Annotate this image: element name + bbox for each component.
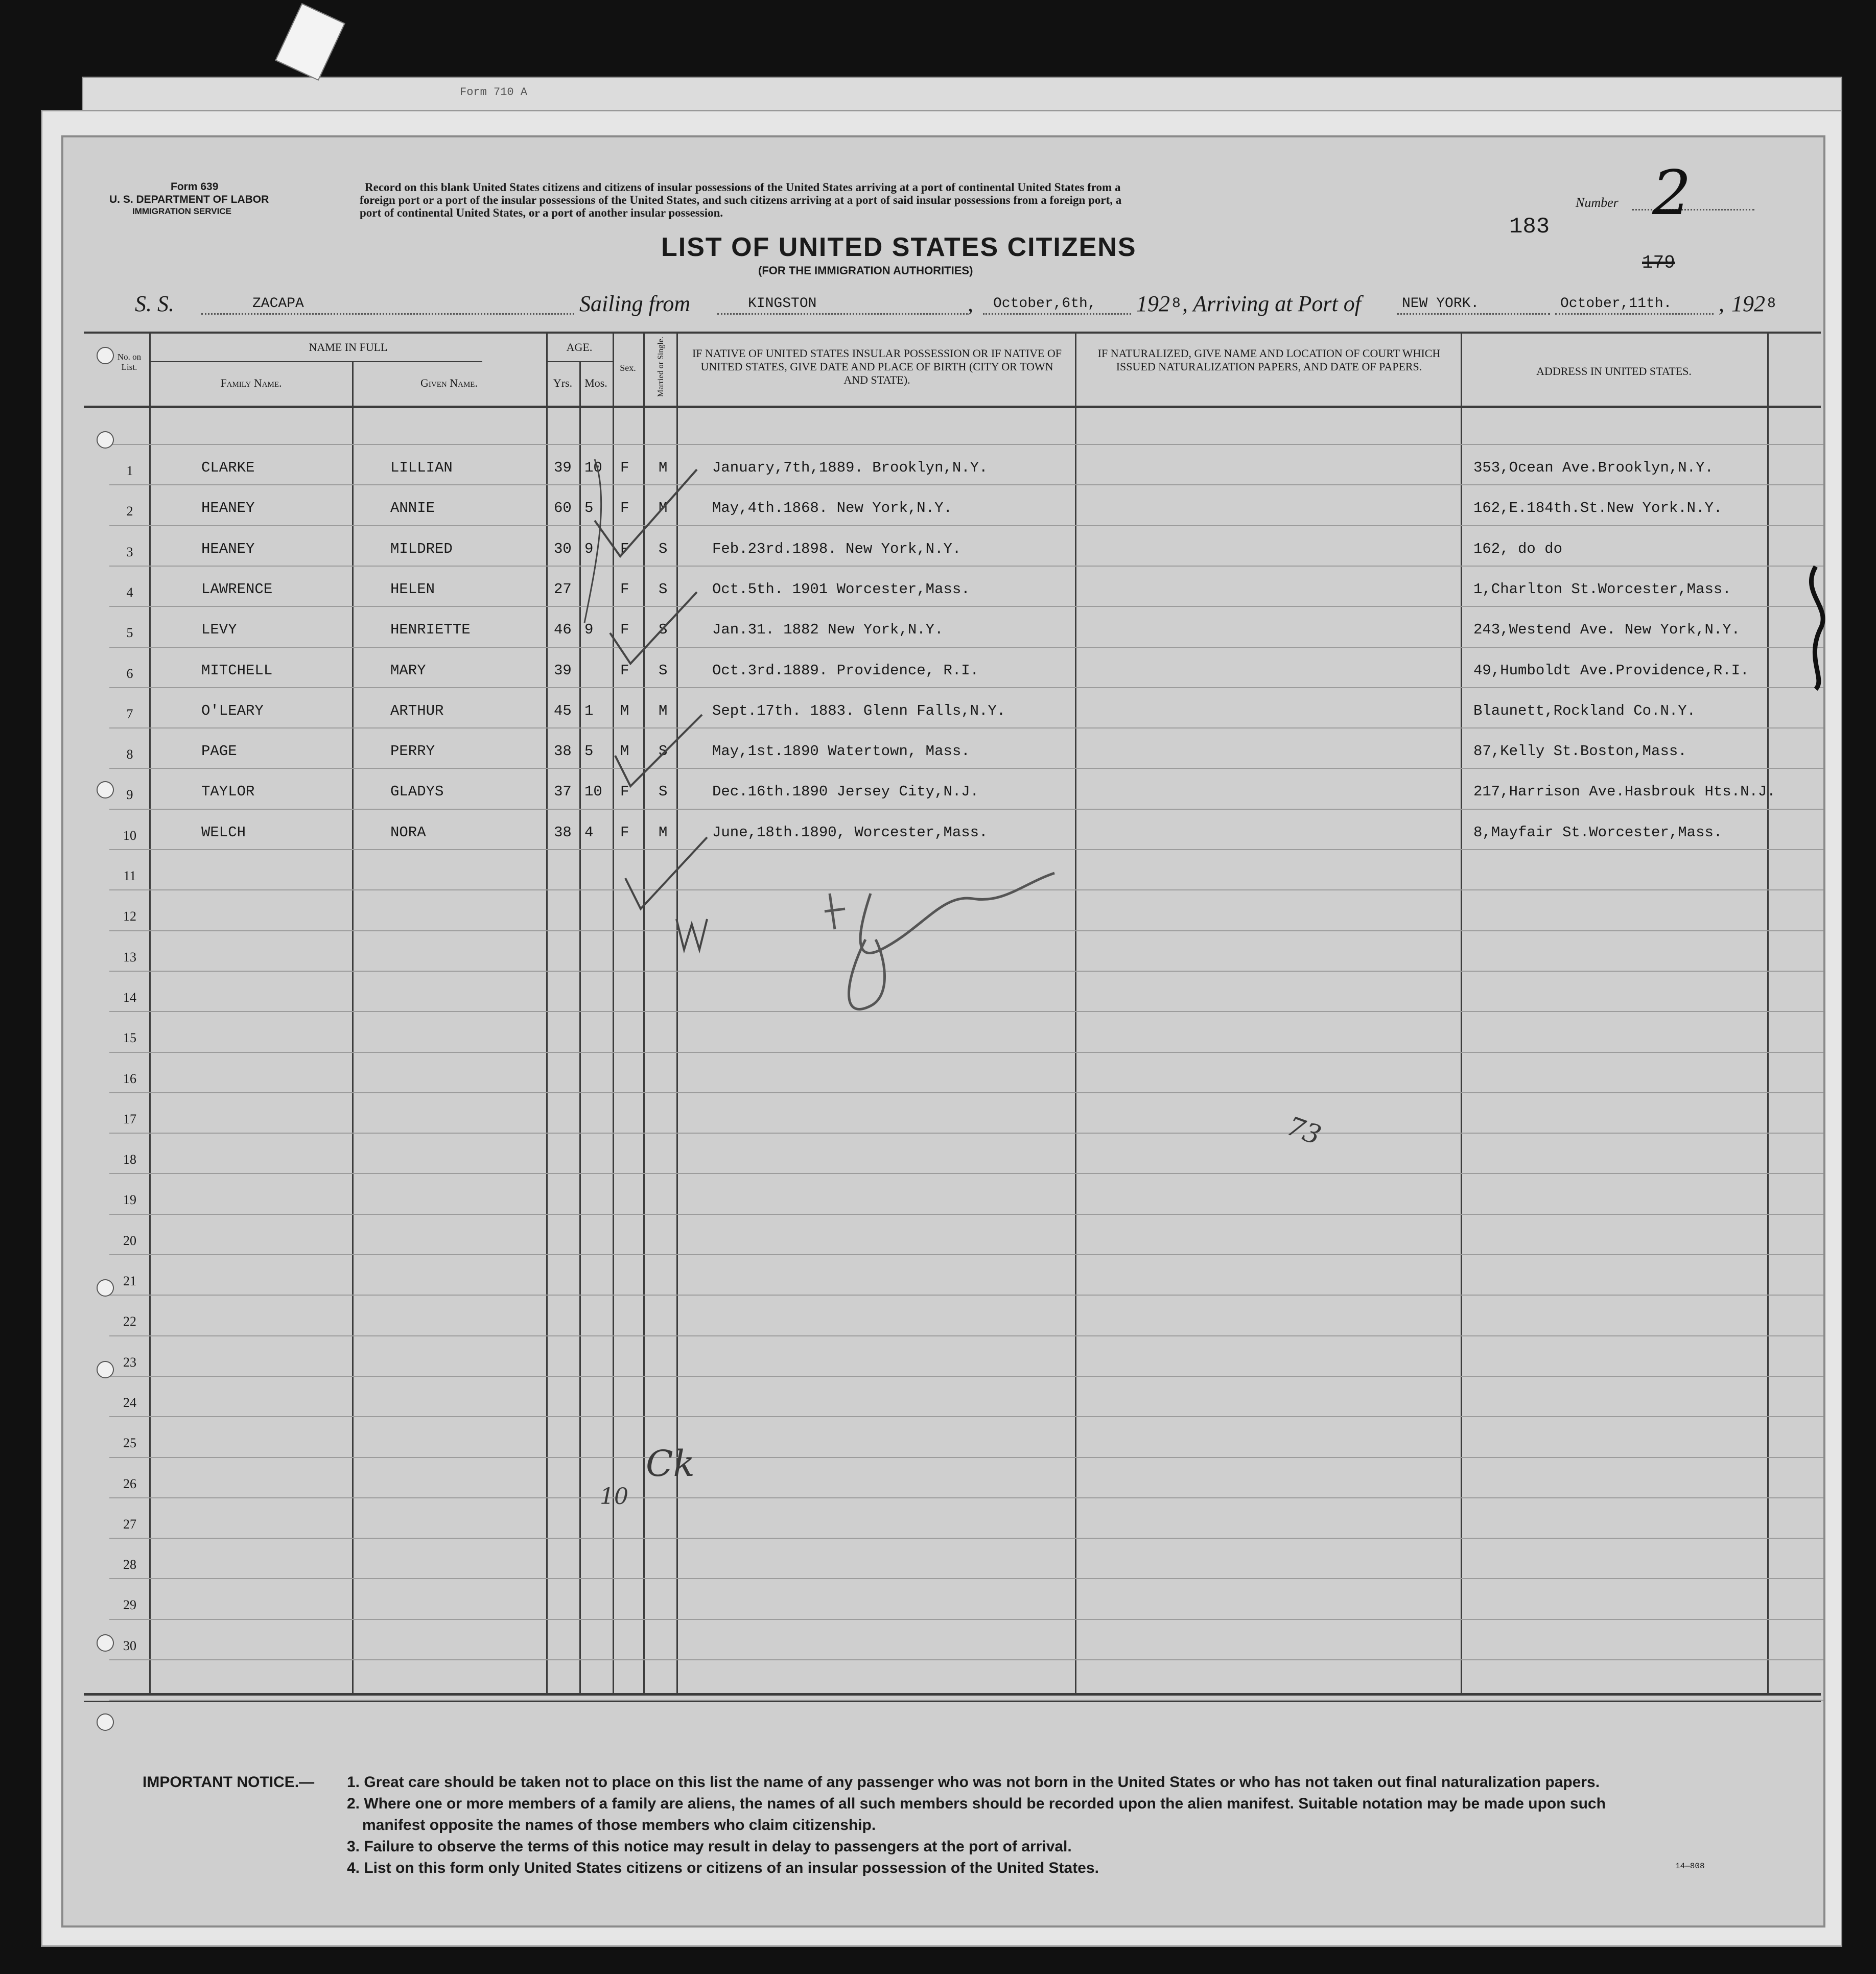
col-head-birth: IF NATIVE OF UNITED STATES INSULAR POSSESSION OR IF NATIVE OF UNITED STATES, GIVE DATE AND PLACE OF BIRTH (CITY OR TOWN AND STATE). bbox=[692, 347, 1062, 386]
marital-status: S bbox=[659, 621, 668, 638]
row-rule bbox=[109, 1173, 1823, 1174]
arriving-port: NEW YORK. bbox=[1402, 296, 1480, 312]
given-name: NORA bbox=[390, 824, 426, 841]
marital-status: M bbox=[659, 500, 668, 516]
number-value: 2 bbox=[1652, 158, 1692, 229]
birth-date-place: Sept.17th. 1883. Glenn Falls,N.Y. bbox=[712, 702, 1006, 719]
sex: F bbox=[620, 824, 629, 841]
instruction-line-2: foreign port or a port of the insular possessions of the United States, and such citizens arriving at a port of said insular possessions from a foreign port, a bbox=[360, 194, 1122, 206]
col-divider-name bbox=[546, 332, 548, 1696]
row-rule bbox=[109, 566, 1823, 567]
row-number: 16 bbox=[123, 1071, 136, 1086]
inspector-signature bbox=[789, 863, 1095, 1047]
under-form-label: Form 710 A bbox=[460, 86, 528, 99]
handwritten-73: 73 bbox=[1282, 1111, 1325, 1152]
given-name: ANNIE bbox=[390, 500, 435, 516]
citizens-list-form bbox=[61, 135, 1825, 1928]
sex: F bbox=[620, 581, 629, 598]
address: 8,Mayfair St.Worcester,Mass. bbox=[1473, 824, 1723, 841]
row-number: 25 bbox=[123, 1436, 136, 1450]
row-rule bbox=[109, 1457, 1823, 1458]
family-name: O'LEARY bbox=[201, 702, 264, 719]
marital-status: M bbox=[659, 824, 668, 841]
form-number: Form 639 bbox=[171, 181, 219, 193]
name-subheader-rule bbox=[150, 361, 482, 362]
family-name: HEANEY bbox=[201, 500, 255, 516]
age-months: 9 bbox=[584, 540, 594, 557]
family-name: TAYLOR bbox=[201, 783, 255, 800]
age-years: 38 bbox=[554, 824, 572, 841]
table-top-rule bbox=[84, 332, 1821, 334]
col-head-yrs: Yrs. bbox=[553, 377, 573, 389]
age-months: 9 bbox=[584, 621, 594, 638]
row-number: 2 bbox=[126, 504, 133, 519]
age-years: 38 bbox=[554, 743, 572, 760]
row-number: 19 bbox=[123, 1192, 136, 1207]
department-label: U. S. DEPARTMENT OF LABOR bbox=[109, 194, 269, 205]
sex: F bbox=[620, 621, 629, 638]
punch-hole bbox=[97, 1634, 114, 1652]
family-name: LEVY bbox=[201, 621, 237, 638]
row-number: 11 bbox=[123, 868, 136, 883]
age-months: 10 bbox=[584, 459, 602, 476]
stamp-179-struck: 179 bbox=[1642, 252, 1675, 273]
notice-heading: IMPORTANT NOTICE.— bbox=[143, 1774, 315, 1791]
ship-name: ZACAPA bbox=[252, 296, 304, 312]
sailing-date-blank bbox=[983, 313, 1131, 315]
age-years: 30 bbox=[554, 540, 572, 557]
handwritten-10: 10 bbox=[600, 1484, 628, 1510]
row-number: 13 bbox=[123, 950, 136, 965]
address: 87,Kelly St.Boston,Mass. bbox=[1473, 743, 1687, 760]
row-number: 1 bbox=[126, 463, 133, 478]
row-rule bbox=[109, 1376, 1823, 1377]
punch-hole bbox=[97, 431, 114, 449]
row-rule bbox=[109, 687, 1823, 688]
address: 49,Humboldt Ave.Providence,R.I. bbox=[1473, 662, 1749, 679]
birth-date-place: Jan.31. 1882 New York,N.Y. bbox=[712, 621, 944, 638]
address: 217,Harrison Ave.Hasbrouk Hts.N.J. bbox=[1473, 783, 1776, 800]
birth-date-place: May,4th.1868. New York,N.Y. bbox=[712, 500, 952, 516]
row-number: 5 bbox=[126, 625, 133, 640]
age-months: 10 bbox=[584, 783, 602, 800]
sex: F bbox=[620, 500, 629, 516]
given-name: GLADYS bbox=[390, 783, 444, 800]
col-divider-naturalized bbox=[1461, 332, 1462, 1696]
row-rule bbox=[109, 1416, 1823, 1417]
row-number: 3 bbox=[126, 545, 133, 559]
birth-date-place: Oct.3rd.1889. Providence, R.I. bbox=[712, 662, 979, 679]
marital-status: S bbox=[659, 662, 668, 679]
age-years: 39 bbox=[554, 459, 572, 476]
address: 1,Charlton St.Worcester,Mass. bbox=[1473, 581, 1731, 598]
table-bottom-rule bbox=[84, 1693, 1821, 1696]
age-years: 27 bbox=[554, 581, 572, 598]
sex: F bbox=[620, 459, 629, 476]
row-rule bbox=[109, 1052, 1823, 1053]
row-number: 17 bbox=[123, 1112, 136, 1126]
marital-status: M bbox=[659, 702, 668, 719]
row-number: 26 bbox=[123, 1476, 136, 1491]
row-rule bbox=[109, 849, 1823, 850]
row-number: 4 bbox=[126, 585, 133, 600]
notice-item-2: 2. Where one or more members of a family are aliens, the names of all such members should be recorded upon the alien manifest. Suitable notation may be made upon such bbox=[347, 1795, 1606, 1812]
birth-date-place: June,18th.1890, Worcester,Mass. bbox=[712, 824, 988, 841]
row-rule bbox=[109, 1700, 1823, 1701]
row-number: 12 bbox=[123, 909, 136, 924]
tally-ticks bbox=[574, 439, 738, 960]
row-rule bbox=[109, 727, 1823, 729]
col-head-sex: Sex. bbox=[620, 363, 636, 373]
row-number: 8 bbox=[126, 747, 133, 762]
row-number: 18 bbox=[123, 1152, 136, 1167]
age-years: 60 bbox=[554, 500, 572, 516]
given-name: PERRY bbox=[390, 743, 435, 760]
row-number: 23 bbox=[123, 1355, 136, 1370]
row-number: 22 bbox=[123, 1314, 136, 1329]
row-number: 27 bbox=[123, 1517, 136, 1532]
sex: F bbox=[620, 662, 629, 679]
row-rule bbox=[109, 809, 1823, 810]
marital-status: S bbox=[659, 783, 668, 800]
col-head-naturalized: IF NATURALIZED, GIVE NAME AND LOCATION OF COURT WHICH ISSUED NATURALIZATION PAPERS, AND DATE OF PAPERS. bbox=[1097, 347, 1441, 373]
voyage-line bbox=[135, 291, 1800, 321]
given-name: MARY bbox=[390, 662, 426, 679]
row-rule bbox=[109, 1578, 1823, 1579]
address: 243,Westend Ave. New York,N.Y. bbox=[1473, 621, 1741, 638]
row-number: 30 bbox=[123, 1638, 136, 1653]
row-rule bbox=[109, 768, 1823, 769]
given-name: HENRIETTE bbox=[390, 621, 471, 638]
punch-hole bbox=[97, 781, 114, 798]
age-months: 5 bbox=[584, 743, 594, 760]
age-years: 37 bbox=[554, 783, 572, 800]
ss-label: S. S. bbox=[135, 291, 174, 316]
birth-date-place: January,7th,1889. Brooklyn,N.Y. bbox=[712, 459, 988, 476]
row-rule bbox=[109, 1659, 1823, 1660]
paper-clip-scrap bbox=[275, 3, 345, 81]
header-bottom-rule bbox=[84, 406, 1821, 408]
marital-status: M bbox=[659, 459, 668, 476]
row-number: 15 bbox=[123, 1030, 136, 1045]
family-name: PAGE bbox=[201, 743, 237, 760]
marital-status: S bbox=[659, 581, 668, 598]
birth-date-place: Dec.16th.1890 Jersey City,N.J. bbox=[712, 783, 979, 800]
col-head-name: NAME IN FULL bbox=[309, 341, 388, 354]
given-name: HELEN bbox=[390, 581, 435, 598]
birth-date-place: May,1st.1890 Watertown, Mass. bbox=[712, 743, 970, 760]
instruction-line-3: port of continental United States, or a port of another insular possession. bbox=[360, 206, 723, 219]
col-head-family: Family Name. bbox=[220, 377, 282, 389]
col-head-given: Given Name. bbox=[420, 377, 478, 389]
comma-1: , bbox=[968, 291, 973, 316]
page-title: LIST OF UNITED STATES CITIZENS bbox=[661, 232, 1137, 262]
col-head-age: AGE. bbox=[566, 341, 593, 354]
sailing-year-digit: 8 bbox=[1172, 296, 1181, 312]
row-number: 14 bbox=[123, 990, 136, 1005]
age-months: 4 bbox=[584, 824, 594, 841]
sailing-port-blank bbox=[717, 313, 968, 315]
row-rule bbox=[109, 1538, 1823, 1539]
row-number: 9 bbox=[126, 787, 133, 802]
sex: M bbox=[620, 702, 629, 719]
arriving-port-blank bbox=[1397, 313, 1550, 315]
row-rule bbox=[109, 1335, 1823, 1336]
page-subtitle: (FOR THE IMMIGRATION AUTHORITIES) bbox=[758, 264, 973, 277]
instructions-block bbox=[360, 181, 1586, 219]
given-name: ARTHUR bbox=[390, 702, 444, 719]
ship-blank bbox=[201, 313, 574, 315]
punch-hole bbox=[97, 347, 114, 364]
row-rule bbox=[109, 525, 1823, 526]
row-rule bbox=[109, 1133, 1823, 1134]
row-rule bbox=[109, 1092, 1823, 1093]
age-months: 1 bbox=[584, 702, 594, 719]
table-bottom-rule-2 bbox=[84, 1701, 1821, 1702]
row-number: 6 bbox=[126, 666, 133, 681]
arriving-year-digit: 8 bbox=[1767, 296, 1776, 312]
number-line bbox=[1632, 209, 1754, 210]
arriving-date: October,11th. bbox=[1560, 296, 1672, 312]
col-divider-address bbox=[1767, 332, 1769, 1696]
family-name: WELCH bbox=[201, 824, 246, 841]
row-number: 24 bbox=[123, 1395, 136, 1410]
notice-item-3: 3. Failure to observe the terms of this notice may result in delay to passengers at the port of arrival. bbox=[347, 1838, 1072, 1855]
given-name: LILLIAN bbox=[390, 459, 453, 476]
row-rule bbox=[109, 484, 1823, 485]
given-name: MILDRED bbox=[390, 540, 453, 557]
punch-hole bbox=[97, 1361, 114, 1378]
family-name: LAWRENCE bbox=[201, 581, 273, 598]
age-years: 46 bbox=[554, 621, 572, 638]
row-rule bbox=[109, 1619, 1823, 1620]
sailing-year-prefix: 192 bbox=[1136, 291, 1170, 316]
row-rule bbox=[109, 444, 1823, 445]
birth-date-place: Feb.23rd.1898. New York,N.Y. bbox=[712, 540, 962, 557]
col-head-address: ADDRESS IN UNITED STATES. bbox=[1536, 365, 1692, 378]
sex: F bbox=[620, 540, 629, 557]
row-number: 20 bbox=[123, 1233, 136, 1248]
row-rule bbox=[109, 606, 1823, 607]
address: 162,E.184th.St.New York.N.Y. bbox=[1473, 500, 1723, 516]
row-rule bbox=[109, 1295, 1823, 1296]
row-number: 21 bbox=[123, 1274, 136, 1288]
punch-hole bbox=[97, 1279, 114, 1297]
punch-hole bbox=[97, 1713, 114, 1731]
row-number: 10 bbox=[123, 828, 136, 843]
print-code: 14—808 bbox=[1675, 1862, 1705, 1871]
notice-item-2-cont: manifest opposite the names of those members who claim citizenship. bbox=[362, 1817, 876, 1834]
margin-mark bbox=[1800, 561, 1831, 694]
marital-status: S bbox=[659, 743, 668, 760]
number-label: Number bbox=[1576, 195, 1619, 210]
notice-item-4: 4. List on this form only United States citizens or citizens of an insular possession of the United States. bbox=[347, 1860, 1099, 1876]
age-months: 5 bbox=[584, 500, 594, 516]
comma-2: , bbox=[1719, 291, 1724, 316]
family-name: MITCHELL bbox=[201, 662, 273, 679]
row-rule bbox=[109, 647, 1823, 648]
row-number: 28 bbox=[123, 1557, 136, 1572]
address: 353,Ocean Ave.Brooklyn,N.Y. bbox=[1473, 459, 1714, 476]
family-name: CLARKE bbox=[201, 459, 255, 476]
service-label: IMMIGRATION SERVICE bbox=[132, 206, 231, 216]
address: Blaunett,Rockland Co.N.Y. bbox=[1473, 702, 1696, 719]
arriving-label: , Arriving at Port of bbox=[1182, 291, 1361, 316]
stamp-183: 183 bbox=[1509, 214, 1550, 240]
sailing-label: Sailing from bbox=[579, 291, 691, 316]
age-years: 39 bbox=[554, 662, 572, 679]
marital-status: S bbox=[659, 540, 668, 557]
col-head-no: No. on List. bbox=[117, 352, 142, 372]
address: 162, do do bbox=[1473, 540, 1563, 557]
sex: M bbox=[620, 743, 629, 760]
notice-item-1: 1. Great care should be taken not to place on this list the name of any passenger who was not born in the United States or who has not taken out final naturalization papers. bbox=[347, 1774, 1600, 1791]
sailing-date: October,6th, bbox=[993, 296, 1096, 312]
col-head-married: Married or Single. bbox=[656, 337, 665, 397]
row-rule bbox=[109, 1214, 1823, 1215]
row-number: 7 bbox=[126, 707, 133, 721]
row-rule bbox=[109, 1254, 1823, 1255]
col-head-mos: Mos. bbox=[584, 377, 607, 389]
age-years: 45 bbox=[554, 702, 572, 719]
arriving-year-prefix: 192 bbox=[1731, 291, 1765, 316]
sailing-port: KINGSTON bbox=[748, 296, 817, 312]
row-number: 29 bbox=[123, 1597, 136, 1612]
arriving-date-blank bbox=[1555, 313, 1714, 315]
row-rule bbox=[109, 1497, 1823, 1498]
sex: F bbox=[620, 783, 629, 800]
instruction-line-1: Record on this blank United States citizens and citizens of insular possessions of the United States arriving at a port of continental United States from a bbox=[365, 181, 1121, 194]
handwritten-ck: Ck bbox=[646, 1443, 695, 1485]
birth-date-place: Oct.5th. 1901 Worcester,Mass. bbox=[712, 581, 970, 598]
family-name: HEANEY bbox=[201, 540, 255, 557]
col-divider-family bbox=[352, 362, 354, 1696]
